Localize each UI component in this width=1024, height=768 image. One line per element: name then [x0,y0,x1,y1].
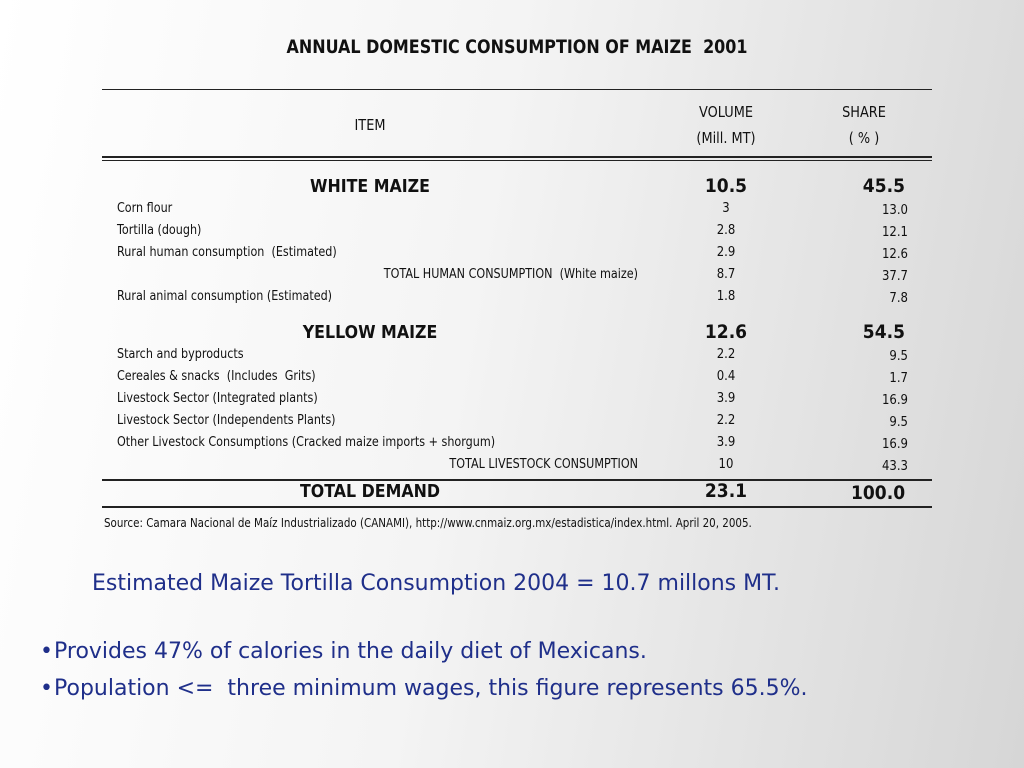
table-row-volume: 0.4 [716,369,736,384]
table-row-share: 1.7 [889,371,908,386]
total-human-consumption-share: 37.7 [881,269,908,284]
header-double-rule-bottom [102,160,932,161]
table-row-volume: 2.9 [716,245,736,260]
table-row-volume: 3 [722,201,730,216]
total-livestock-consumption-volume: 10 [718,457,734,472]
table-row-volume: 2.2 [716,347,736,362]
table-row-volume: 2.8 [716,223,736,238]
table-row-share: 7.8 [889,291,908,306]
total-livestock-consumption-label: TOTAL LIVESTOCK CONSUMPTION [449,457,638,472]
header-volume: VOLUME [698,103,754,121]
total-demand-label: TOTAL DEMAND [299,481,441,502]
table-row-share: 12.1 [881,225,908,240]
white-maize-volume: 10.5 [704,175,748,197]
total-demand-volume: 23.1 [704,480,748,502]
table-row-label: Tortilla (dough) [117,223,202,238]
table-bottom-rule [102,506,932,508]
bullet-glyph: • [40,676,53,701]
table-row-volume: 1.8 [716,289,736,304]
header-item: ITEM [354,116,386,134]
total-human-consumption-label: TOTAL HUMAN CONSUMPTION (White maize) [383,267,638,282]
table-row-share: 16.9 [881,437,908,452]
table-row-share: 13.0 [881,203,908,218]
bullet-text: Provides 47% of calories in the daily diet of Mexicans. [54,639,647,664]
table-row-label: Livestock Sector (Integrated plants) [117,391,318,406]
table-row-volume: 3.9 [716,435,736,450]
bullet-item [40,676,808,701]
bullet-glyph: • [40,639,53,664]
table-row-share: 9.5 [889,349,908,364]
table-row-volume: 3.9 [716,391,736,406]
table-row-label: Starch and byproducts [117,347,244,362]
source-note: Source: Camara Nacional de Maíz Industrializado (CANAMI), http://www.cnmaiz.org.mx/estadistica/index.html. April 20, 2005. [104,516,752,530]
table-row-share: 9.5 [889,415,908,430]
tortilla-consumption-summary: Estimated Maize Tortilla Consumption 2004 = 10.7 millons MT. [92,571,780,596]
header-double-rule-top [102,156,932,158]
table-row-label: Livestock Sector (Independents Plants) [117,413,336,428]
white-maize-share: 45.5 [862,175,905,197]
yellow-maize-label: YELLOW MAIZE [302,322,438,343]
header-share-unit: ( % ) [848,129,880,147]
table-top-rule [102,89,932,90]
total-livestock-consumption-share: 43.3 [881,459,908,474]
bullet-text: Population <= three minimum wages, this figure represents 65.5%. [54,676,808,701]
white-maize-label: WHITE MAIZE [309,176,430,197]
header-volume-unit: (Mill. MT) [696,129,756,147]
table-row-share: 12.6 [881,247,908,262]
yellow-maize-share: 54.5 [862,321,905,343]
total-demand-share: 100.0 [851,482,906,504]
total-human-consumption-volume: 8.7 [716,267,736,282]
table-row-label: Rural animal consumption (Estimated) [117,289,333,304]
header-share: SHARE [842,103,886,121]
table-row-volume: 2.2 [716,413,736,428]
table-row-label: Rural human consumption (Estimated) [117,245,337,260]
page-title: ANNUAL DOMESTIC CONSUMPTION OF MAIZE 2001 [286,36,748,58]
table-row-label: Other Livestock Consumptions (Cracked maize imports + shorgum) [117,435,496,450]
bullet-item [40,639,647,664]
yellow-maize-volume: 12.6 [704,321,748,343]
table-row-share: 16.9 [881,393,908,408]
table-row-label: Cereales & snacks (Includes Grits) [117,369,316,384]
table-row-label: Corn flour [117,201,173,216]
